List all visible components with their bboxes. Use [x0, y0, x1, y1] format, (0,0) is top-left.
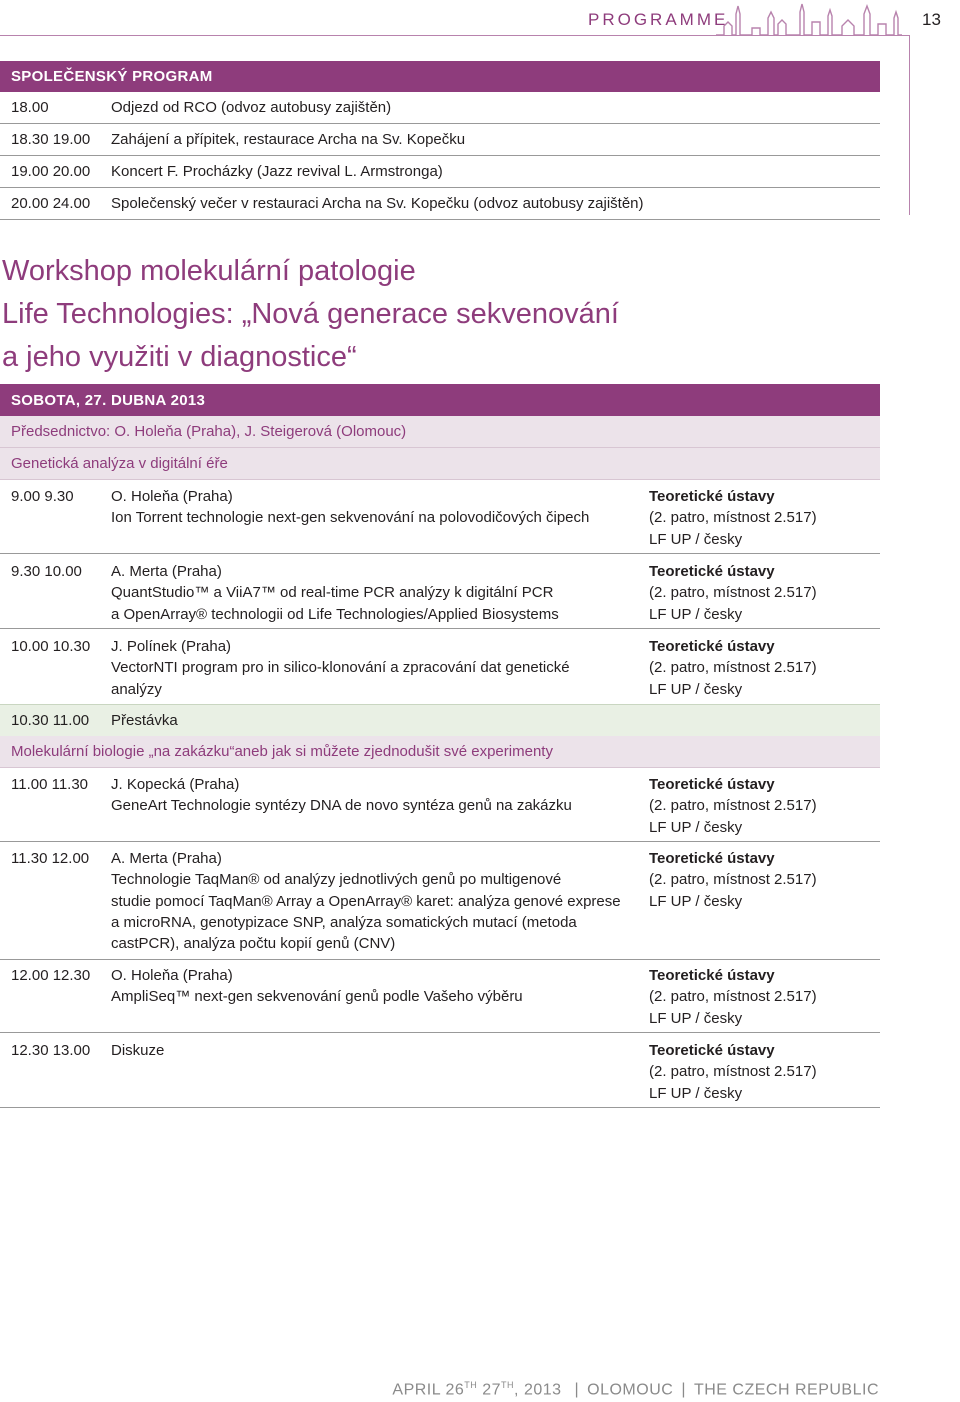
social-program-heading-text: SPOLEČENSKÝ PROGRAM [11, 68, 213, 85]
venue [649, 1040, 817, 1104]
program-row [0, 965, 880, 1033]
social-time: 20.00 24.00 [11, 195, 91, 212]
venue [649, 486, 817, 550]
venue-room: (2. patro, místnost 2.517) [649, 1063, 817, 1081]
chair-bar [0, 416, 880, 448]
break-label: Přestávka [111, 712, 178, 729]
footer-separator: | [681, 1381, 686, 1399]
footer-date-start: APRIL 26 [392, 1381, 465, 1399]
workshop-title-line: Life Technologies: „Nová generace sekvenování [2, 298, 619, 330]
venue [649, 848, 817, 912]
social-program-heading [0, 61, 880, 92]
break-row [0, 704, 880, 736]
venue-name: Teoretické ústavy [649, 638, 775, 655]
social-row [0, 92, 880, 124]
footer-suffix: TH [501, 1380, 515, 1390]
footer-country: THE CZECH REPUBLIC [693, 1381, 879, 1399]
talk-title-line: analýzy [111, 680, 162, 698]
speaker: Diskuze [111, 1042, 165, 1059]
social-row [0, 188, 880, 220]
footer-suffix: TH [464, 1380, 478, 1390]
footer-separator: | [574, 1381, 580, 1399]
social-time: 18.30 19.00 [11, 131, 91, 148]
talk-title-line: Technologie TaqMan® od analýzy jednotlivých genů po multigenové [111, 871, 562, 889]
footer-year: , 2013 [514, 1381, 562, 1399]
session-title: Molekulární biologie „na zakázku“aneb jak si můžete zjednodušit své experimenty [11, 743, 553, 760]
session-heading [0, 736, 880, 768]
program-body [111, 848, 631, 954]
venue-language: LF UP / česky [649, 530, 743, 548]
talk-title-line: Ion Torrent technologie next-gen sekvenování na polovodičových čipech [111, 509, 590, 527]
margin-rule [909, 35, 910, 215]
program-body [111, 965, 631, 1008]
social-time: 19.00 20.00 [11, 163, 91, 180]
header-rule [0, 35, 910, 36]
talk-title-line: castPCR), analýza počtu kopií genů (CNV) [111, 935, 396, 953]
venue-name: Teoretické ústavy [649, 850, 775, 867]
speaker: J. Kopecká (Praha) [111, 776, 240, 793]
program-time: 10.00 10.30 [11, 638, 91, 655]
program-row [0, 848, 880, 960]
program-body [111, 636, 631, 700]
venue-room: (2. patro, místnost 2.517) [649, 988, 817, 1006]
program-time: 9.00 9.30 [11, 488, 74, 505]
program-body [111, 561, 631, 625]
workshop-date: SOBOTA, 27. DUBNA 2013 [11, 391, 206, 409]
venue-room: (2. patro, místnost 2.517) [649, 871, 817, 889]
venue [649, 636, 817, 700]
venue-room: (2. patro, místnost 2.517) [649, 659, 817, 677]
chair-text: Předsednictvo: O. Holeňa (Praha), J. Steigerová (Olomouc) [11, 423, 407, 440]
venue-name: Teoretické ústavy [649, 563, 775, 580]
footer-city: OLOMOUC [587, 1381, 674, 1399]
venue-name: Teoretické ústavy [649, 488, 775, 505]
venue-language: LF UP / česky [649, 1084, 743, 1102]
speaker: J. Polínek (Praha) [111, 638, 232, 655]
venue-language: LF UP / česky [649, 1009, 743, 1027]
program-row [0, 561, 880, 629]
program-row [0, 636, 880, 704]
venue-room: (2. patro, místnost 2.517) [649, 509, 817, 527]
page-number: 13 [922, 10, 941, 29]
program-row [0, 486, 880, 554]
workshop-title [2, 250, 619, 379]
program-time: 12.00 12.30 [11, 967, 91, 984]
program-time: 11.00 11.30 [11, 776, 89, 793]
program-time: 12.30 13.00 [11, 1042, 91, 1059]
venue-room: (2. patro, místnost 2.517) [649, 584, 817, 602]
speaker: A. Merta (Praha) [111, 850, 222, 867]
venue-language: LF UP / česky [649, 818, 743, 836]
program-row [0, 1040, 880, 1108]
speaker: O. Holeňa (Praha) [111, 488, 233, 505]
footer [392, 1380, 879, 1399]
social-desc: Odjezd od RCO (odvoz autobusy zajištěn) [111, 99, 392, 116]
footer-date-end: 27 [482, 1381, 502, 1399]
social-desc: Zahájení a přípitek, restaurace Archa na Sv. Kopečku [111, 131, 466, 148]
program-time: 9.30 10.00 [11, 563, 82, 580]
program-body [111, 486, 631, 529]
speaker: O. Holeňa (Praha) [111, 967, 233, 984]
social-time: 18.00 [11, 99, 49, 116]
section-label: PROGRAMME [588, 10, 729, 29]
talk-title-line: GeneArt Technologie syntézy DNA de novo syntéza genů na zakázku [111, 797, 572, 815]
talk-title-line: a OpenArray® technologii od Life Technologies/Applied Biosystems [111, 605, 559, 623]
social-row [0, 156, 880, 188]
workshop-title-line: Workshop molekulární patologie [2, 255, 416, 287]
venue [649, 561, 817, 625]
program-body [111, 774, 631, 817]
workshop-title-line: a jeho využiti v diagnostice“ [2, 341, 357, 373]
venue-language: LF UP / česky [649, 680, 743, 698]
talk-title-line: studie pomocí TaqMan® Array a OpenArray® karet: analýza genové exprese [111, 892, 621, 910]
workshop-date-heading [0, 384, 880, 416]
city-skyline-icon [716, 0, 902, 40]
speaker: A. Merta (Praha) [111, 563, 222, 580]
break-time: 10.30 11.00 [11, 712, 90, 729]
talk-title-line: a microRNA, genotypizace SNP, analýza somatických mutací (metoda [111, 913, 577, 931]
session-heading [0, 448, 880, 480]
venue [649, 774, 817, 838]
social-row [0, 124, 880, 156]
social-desc: Společenský večer v restauraci Archa na Sv. Kopečku (odvoz autobusy zajištěn) [111, 195, 644, 212]
session-title: Genetická analýza v digitální éře [11, 455, 228, 472]
program-body [111, 1040, 631, 1061]
venue-language: LF UP / česky [649, 892, 743, 910]
program-row [0, 774, 880, 842]
venue-room: (2. patro, místnost 2.517) [649, 797, 817, 815]
venue-language: LF UP / česky [649, 605, 743, 623]
talk-title-line: QuantStudio™ a ViiA7™ od real-time PCR analýzy k digitální PCR [111, 584, 554, 602]
venue-name: Teoretické ústavy [649, 776, 775, 793]
venue-name: Teoretické ústavy [649, 1042, 775, 1059]
talk-title-line: VectorNTI program pro in silico-klonování a zpracování dat genetické [111, 659, 570, 677]
venue-name: Teoretické ústavy [649, 967, 775, 984]
venue [649, 965, 817, 1029]
talk-title-line: AmpliSeq™ next-gen sekvenování genů podle Vašeho výběru [111, 988, 523, 1006]
program-time: 11.30 12.00 [11, 850, 90, 867]
social-desc: Koncert F. Procházky (Jazz revival L. Armstronga) [111, 163, 443, 180]
